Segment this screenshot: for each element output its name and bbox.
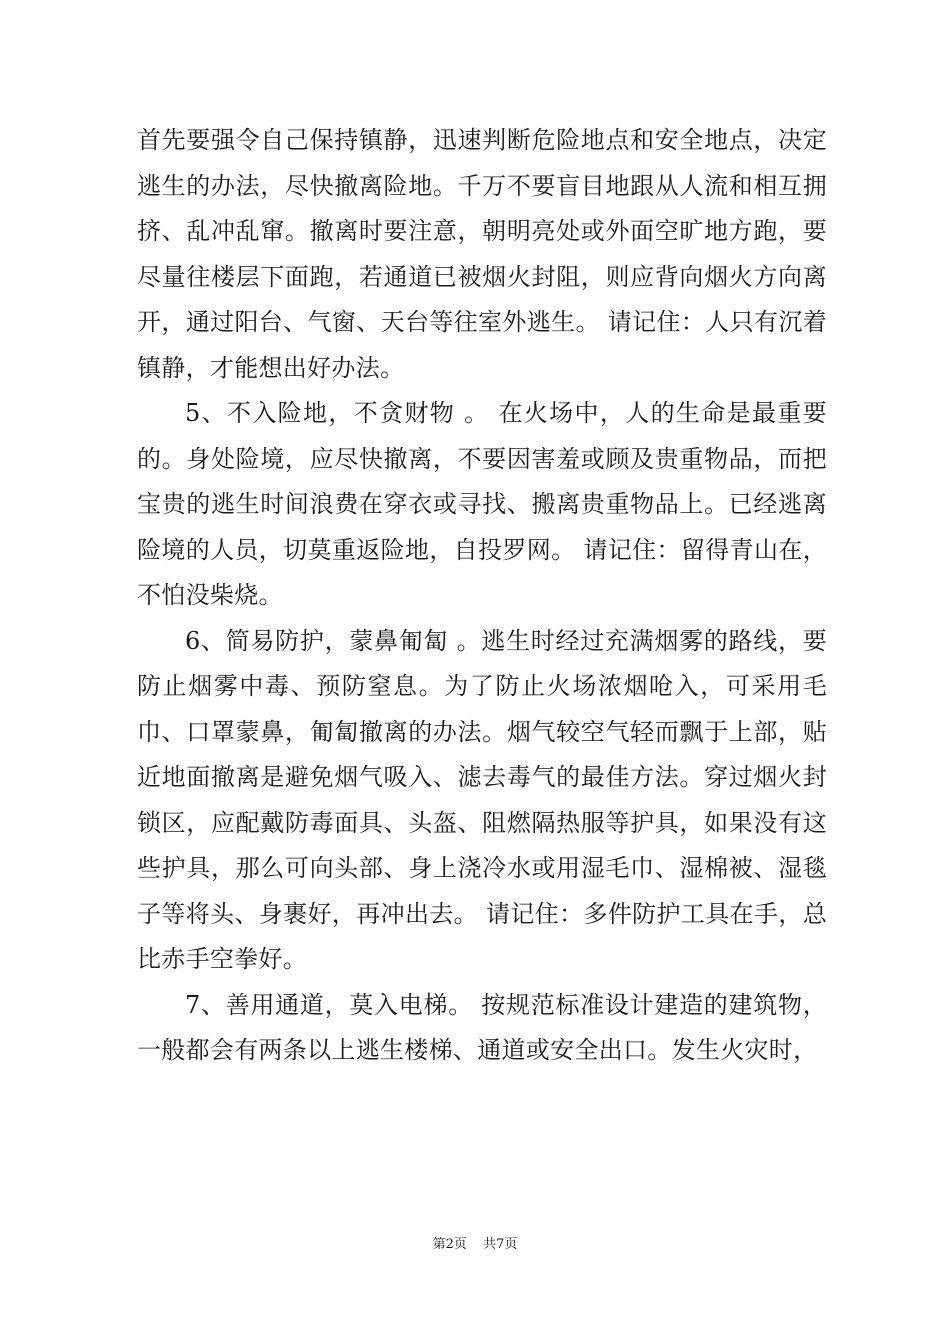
page-footer: [0, 1233, 950, 1252]
paragraph-continuation: 首先要强令自己保持镇静，迅速判断危险地点和安全地点，决定逃生的办法，尽快撤离险地。千万不要盲目地跟从人流和相互拥挤、乱冲乱窜。撤离时要注意，朝明亮处或外面空旷地方跑，要尽量往楼层下面跑，若通道已被烟火封阻，则应背向烟火方向离开，通过阳台、气窗、天台等往室外逃生。 请记住：人只有沉着镇静，才能想出好办法。: [137, 126, 827, 382]
page-number: 第2页: [432, 1237, 467, 1252]
paragraph-item-7: 7、善用通道，莫入电梯。 按规范标准设计建造的建筑物，一般都会有两条以上逃生楼梯、通道或安全出口。发生火灾时，: [137, 990, 827, 1064]
paragraph-item-6: 6、简易防护，蒙鼻匍匐 。逃生时经过充满烟雾的路线，要防止烟雾中毒、预防窒息。为了防止火场浓烟呛入，可采用毛巾、口罩蒙鼻，匍匐撤离的办法。烟气较空气轻而飘于上部，贴近地面撤离是避免烟气吸入、滤去毒气的最佳方法。穿过烟火封锁区，应配戴防毒面具、头盔、阻燃隔热服等护具，如果没有这些护具，那么可向头部、身上浇冷水或用湿毛巾、湿棉被、湿毯子等将头、身裹好，再冲出去。 请记住：多件防护工具在手，总比赤手空拳好。: [137, 626, 827, 973]
paragraph-item-5: 5、不入险地，不贪财物 。 在火场中，人的生命是最重要的。身处险境，应尽快撤离，不要因害羞或顾及贵重物品，而把宝贵的逃生时间浪费在穿衣或寻找、搬离贵重物品上。已经逃离险境的人员，切莫重返险地，自投罗网。 请记住：留得青山在，不怕没柴烧。: [137, 399, 827, 609]
document-body: [137, 118, 827, 1074]
page-total: 共7页: [483, 1237, 518, 1252]
